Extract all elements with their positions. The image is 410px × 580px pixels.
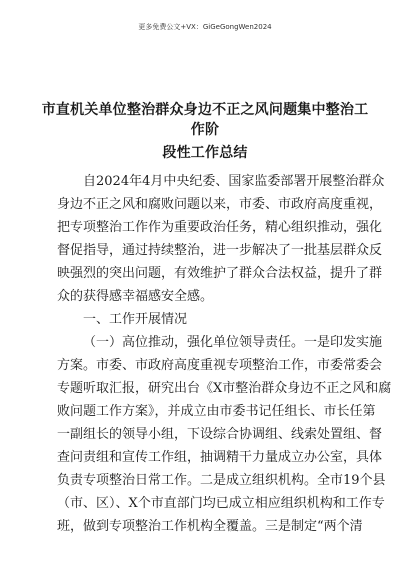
paragraph-line: 身边不正之风和腐败问题以来，市委、市政府高度重视， — [57, 197, 383, 212]
paragraph-line: 败问题工作方案》，并成立由市委书记任组长、市长任第 — [57, 404, 376, 419]
paragraph-line: （市、区）、X个市直部门均已成立相应组织机构和工作专 — [57, 496, 385, 511]
paragraph-line: 自2024年4月中央纪委、国家监委部署开展整治群众 — [83, 174, 385, 189]
header-note: 更多免费公文+VX：GiGeGongWen2024 — [138, 23, 272, 31]
document-title-line-2: 段性工作总结 — [162, 145, 248, 161]
paragraph-line: 查问责组和宣传工作组，抽调精干力量成立办公室，具体 — [57, 450, 383, 465]
paragraph-line: （一）高位推动，强化单位领导责任。一是印发实施 — [83, 335, 383, 350]
paragraph-line: 负责专项整治日常工作。二是成立组织机构。全市19个县 — [57, 473, 386, 488]
paragraph-line: 班，做到专项整治工作机构全覆盖。三是制定“两个清 — [57, 519, 363, 534]
document-title-line-1: 市直机关单位整治群众身边不正之风问题集中整治工作阶 — [41, 102, 369, 138]
paragraph-line: 方案。市委、市政府高度重视专项整治工作，市委常委会 — [57, 358, 383, 373]
paragraph-line: 专题听取汇报，研究出台《X市整治群众身边不正之风和腐 — [57, 381, 392, 396]
document-body — [57, 170, 392, 538]
paragraph-line: 众的获得感幸福感安全感。 — [57, 289, 214, 304]
paragraph-line: 一副组长的领导小组，下设综合协调组、线索处置组、督 — [57, 427, 383, 442]
paragraph-line: 督促指导，通过持续整治，进一步解决了一批基层群众反 — [57, 243, 383, 258]
paragraph-line: 把专项整治工作作为重要政治任务，精心组织推动，强化 — [57, 220, 383, 235]
paragraph-line: 映强烈的突出问题，有效维护了群众合法权益，提升了群 — [57, 266, 383, 281]
section-heading: 一、工作开展情况 — [83, 312, 188, 327]
